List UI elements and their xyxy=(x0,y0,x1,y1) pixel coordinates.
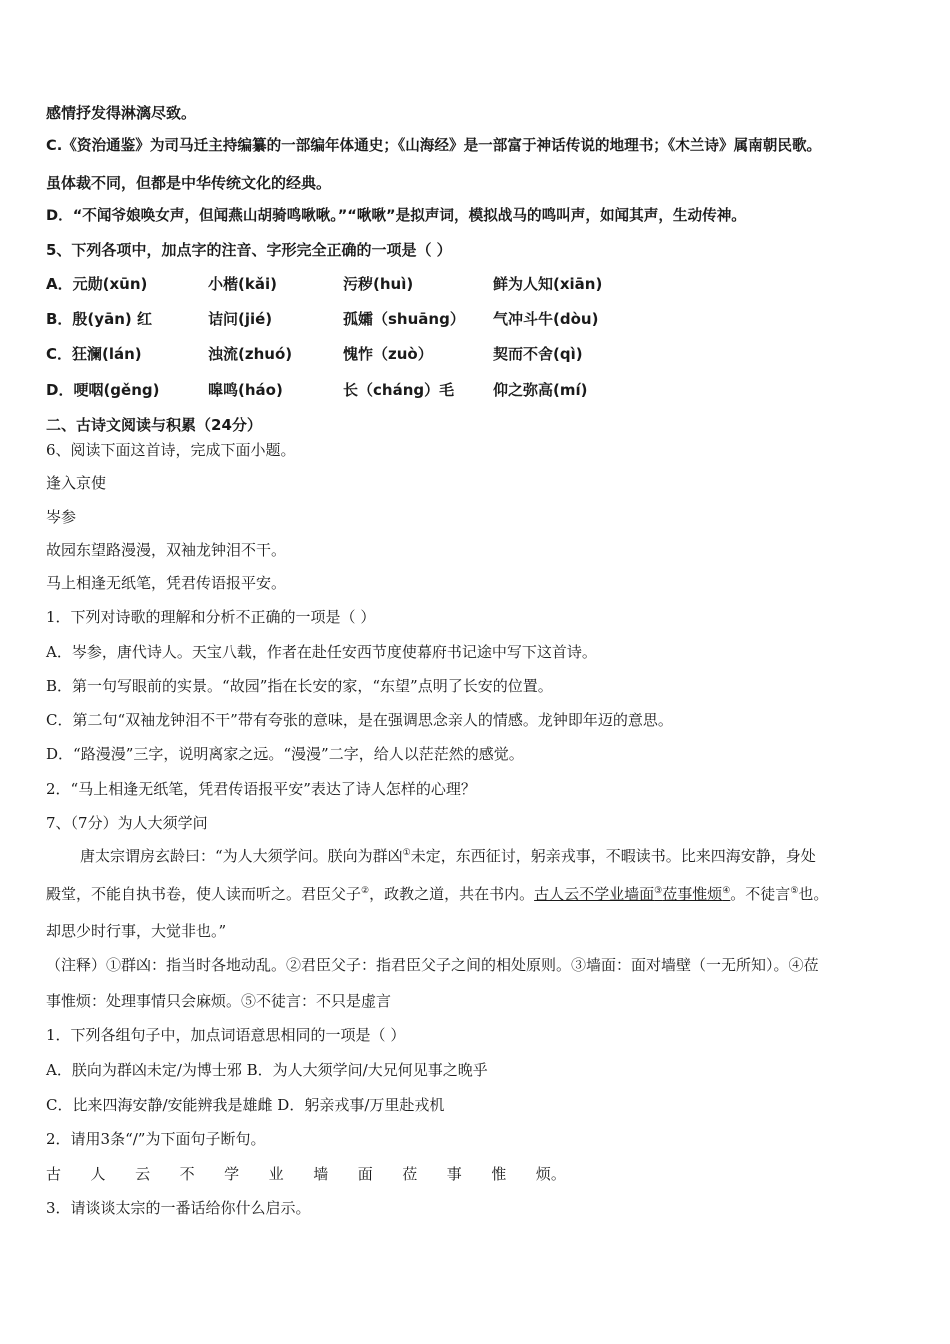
q7-sub-question-1: 1．下列各组句子中，加点词语意思相同的一项是（ ） xyxy=(46,1026,406,1044)
q4-option-text-end: 感情抒发得淋漓尽致。 xyxy=(46,104,197,122)
q7-passage-line-1 xyxy=(80,846,816,866)
section-2-heading: 二、古诗文阅读与积累（24分） xyxy=(46,416,262,434)
q6-option-a: A．岑参，唐代诗人。天宝八载，作者在赴任安西节度使幕府书记途中写下这首诗。 xyxy=(46,643,597,661)
q7-sub-question-3: 3．请谈谈太宗的一番话给你什么启示。 xyxy=(46,1199,311,1217)
q6-option-b: B．第一句写眼前的实景。“故园”指在长安的家，“东望”点明了长安的位置。 xyxy=(46,677,553,695)
passage-text: 唐太宗谓房玄龄曰：“为人大须学问。朕向为群凶 xyxy=(80,847,403,865)
footnote-marker-1: ① xyxy=(402,848,411,858)
q5-c-4: 契而不舍(qì) xyxy=(493,345,583,363)
sentence-char: 人 xyxy=(90,1165,106,1183)
q5-b-2: 诘问(jié) xyxy=(208,310,273,328)
q5-c-2: 浊流(zhuó) xyxy=(208,345,293,363)
q7-sub-question-2: 2．请用3条“/”为下面句子断句。 xyxy=(46,1130,266,1148)
q7-passage-line-2 xyxy=(46,884,828,904)
sentence-char: 面 xyxy=(357,1165,373,1183)
q5-d-3: 长（cháng）毛 xyxy=(343,381,455,399)
q4-option-d: D．“不闻爷娘唤女声，但闻燕山胡骑鸣啾啾。”“啾啾”是拟声词，模拟战马的鸣叫声，如闻其声，生动传神。 xyxy=(46,207,746,224)
sentence-char: 云 xyxy=(135,1165,151,1183)
sentence-char: 莅 xyxy=(402,1165,418,1183)
underlined-sentence xyxy=(534,885,730,903)
q5-a-4: 鲜为人知(xiān) xyxy=(493,275,603,293)
passage-text: 未定，东西征讨，躬亲戎事，不暇读书。比来四海安静，身处 xyxy=(410,847,816,865)
q5-b-3: 孤孀（shuāng） xyxy=(343,310,465,328)
q7-notes-line-1: （注释）①群凶：指当时各地动乱。②君臣父子：指君臣父子之间的相处原则。③墙面：面对墙壁（一无所知）。④莅 xyxy=(46,956,819,974)
q5-b-4: 气冲斗牛(dòu) xyxy=(493,310,599,328)
sentence-char: 烦。 xyxy=(535,1165,566,1183)
sentence-char: 惟 xyxy=(491,1165,507,1183)
q5-c-3: 愧怍（zuò） xyxy=(343,345,433,363)
poem-author: 岑参 xyxy=(46,508,77,526)
sentence-to-punctuate xyxy=(46,1164,566,1184)
q6-sub-question-2: 2．“马上相逢无纸笔，凭君传语报平安”表达了诗人怎样的心理？ xyxy=(46,780,476,798)
q5-a-2: 小楷(kǎi) xyxy=(208,275,277,293)
q5-a-1: A．元勋(xūn) xyxy=(46,275,148,293)
underlined-text: 莅事惟烦 xyxy=(662,885,723,903)
q5-b-1: B．殷(yān) 红 xyxy=(46,310,152,328)
q7-options-ab: A．朕向为群凶未定/为博士邪 B．为人大须学问/大兄何见事之晚乎 xyxy=(46,1061,488,1079)
poem-line-1: 故园东望路漫漫，双袖龙钟泪不干。 xyxy=(46,541,287,559)
q7-stem: 7、（7分）为人大须学问 xyxy=(46,814,208,832)
sentence-char: 学 xyxy=(224,1165,240,1183)
q5-d-1: D．哽咽(gěng) xyxy=(46,381,160,399)
sentence-char: 事 xyxy=(446,1165,462,1183)
underlined-text: 古人云不学业墙面 xyxy=(534,885,655,903)
q5-stem: 5、下列各项中，加点字的注音、字形完全正确的一项是（ ） xyxy=(46,241,452,259)
footnote-marker-2: ② xyxy=(361,886,370,896)
footnote-marker-3: ③ xyxy=(654,886,663,896)
passage-text: ，政教之道，共在书内。 xyxy=(369,885,535,903)
q7-notes-line-2: 事惟烦：处理事情只会麻烦。⑤不徒言：不只是虚言 xyxy=(46,992,392,1010)
sentence-char: 业 xyxy=(268,1165,284,1183)
q7-options-cd: C．比来四海安静/安能辨我是雄雌 D．躬亲戎事/万里赴戎机 xyxy=(46,1096,445,1114)
q4-option-c-continued: 虽体裁不同，但都是中华传统文化的经典。 xyxy=(46,174,332,192)
q7-passage-line-3: 却思少时行事，大觉非也。” xyxy=(46,922,227,940)
q6-option-c: C．第二句“双袖龙钟泪不干”带有夸张的意味，是在强调思念亲人的情感。龙钟即年迈的意思。 xyxy=(46,711,673,729)
passage-text: 也。 xyxy=(798,885,829,903)
sentence-char: 不 xyxy=(179,1165,195,1183)
poem-line-2: 马上相逢无纸笔，凭君传语报平安。 xyxy=(46,574,287,592)
q6-sub-question-1: 1．下列对诗歌的理解和分析不正确的一项是（ ） xyxy=(46,608,376,626)
q5-d-2: 嗥鸣(háo) xyxy=(208,381,283,399)
q5-c-1: C．狂澜(lán) xyxy=(46,345,142,363)
q6-option-d: D．“路漫漫”三字，说明离家之远。“漫漫”二字，给人以茫茫然的感觉。 xyxy=(46,745,524,763)
passage-text: 。不徒言 xyxy=(730,885,791,903)
q5-d-4: 仰之弥高(mí) xyxy=(493,381,588,399)
sentence-char: 古 xyxy=(46,1165,62,1183)
q4-option-c: C.《资治通鉴》为司马迁主持编纂的一部编年体通史；《山海经》是一部富于神话传说的地理书；《木兰诗》属南朝民歌。 xyxy=(46,137,822,154)
poem-title: 逢入京使 xyxy=(46,474,107,492)
sentence-char: 墙 xyxy=(313,1165,329,1183)
q5-a-3: 污秽(huì) xyxy=(343,275,414,293)
footnote-marker-4: ④ xyxy=(722,886,731,896)
q6-stem: 6、阅读下面这首诗，完成下面小题。 xyxy=(46,441,296,459)
footnote-marker-5: ⑤ xyxy=(790,886,799,896)
passage-text: 殿堂，不能自执书卷，使人读而听之。君臣父子 xyxy=(46,885,362,903)
